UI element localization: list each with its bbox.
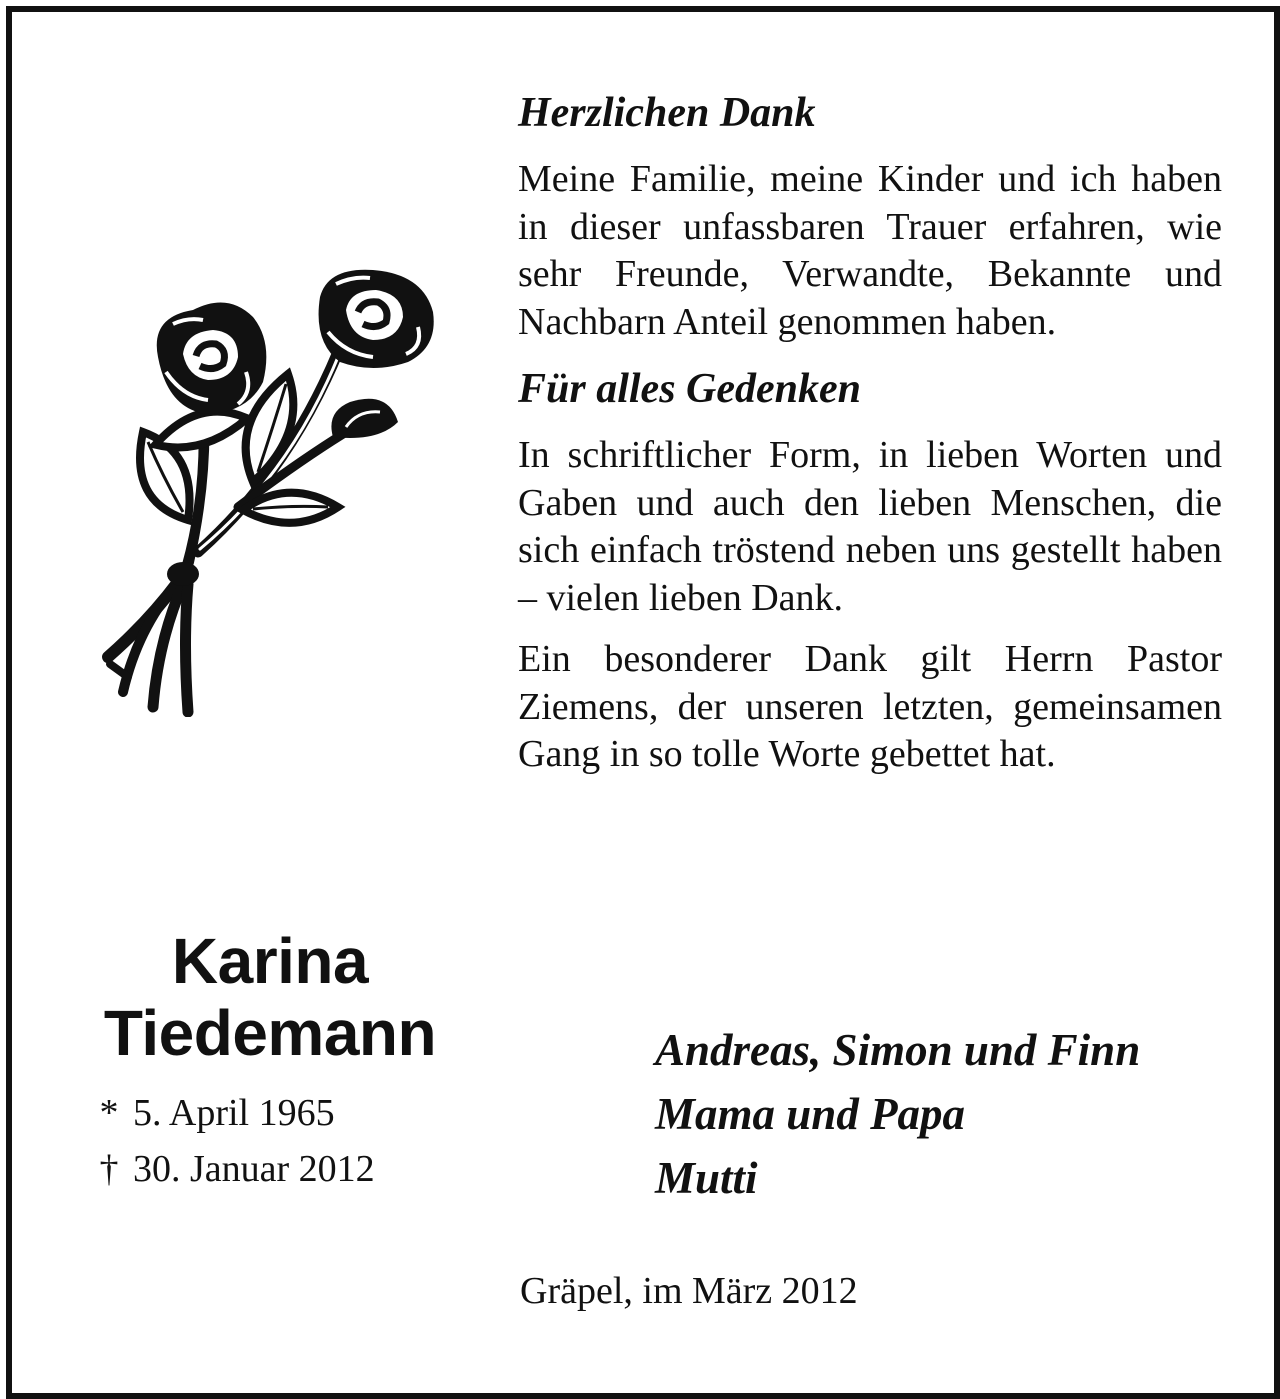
- last-name: Tiedemann: [103, 997, 437, 1069]
- deceased-name: [40, 925, 500, 1069]
- death-row: [85, 1141, 465, 1197]
- first-name: Karina: [171, 925, 369, 997]
- place-date: Gräpel, im März 2012: [520, 1270, 858, 1312]
- paragraph-family: Meine Familie, meine Kinder und ich haben in dieser unfassbaren Trauer erfahren, wie sehr Freunde, Verwandte, Bekannte und Nachbarn Anteil genommen haben.: [518, 158, 1222, 343]
- heading-thanks: Herzlichen Dank: [518, 90, 816, 136]
- birth-star-icon: *: [99, 1092, 119, 1134]
- birth-row: [85, 1085, 465, 1141]
- signer-line: Mutti: [655, 1153, 758, 1203]
- paragraph-pastor: Ein besonderer Dank gilt Herrn Pastor Ziemens, der unseren letzten, gemeinsamen Gang in so tolle Worte gebettet hat.: [518, 638, 1222, 775]
- birth-date: 5. April 1965: [133, 1092, 335, 1134]
- roses-icon: [88, 262, 448, 717]
- thanks-text: [518, 82, 1222, 779]
- life-dates: [85, 1085, 465, 1197]
- death-cross-icon: †: [99, 1148, 119, 1190]
- paragraph-remembrance: In schriftlicher Form, in lieben Worten und Gaben und auch den lieben Menschen, die sich einfach tröstend neben uns gestellt haben – vielen lieben Dank.: [518, 434, 1222, 619]
- heading-remembrance: Für alles Gedenken: [518, 366, 862, 412]
- death-date: 30. Januar 2012: [133, 1148, 375, 1190]
- signer-line: Mama und Papa: [655, 1089, 966, 1139]
- signer-line: Andreas, Simon und Finn: [655, 1025, 1141, 1075]
- signers-list: [655, 1018, 1235, 1210]
